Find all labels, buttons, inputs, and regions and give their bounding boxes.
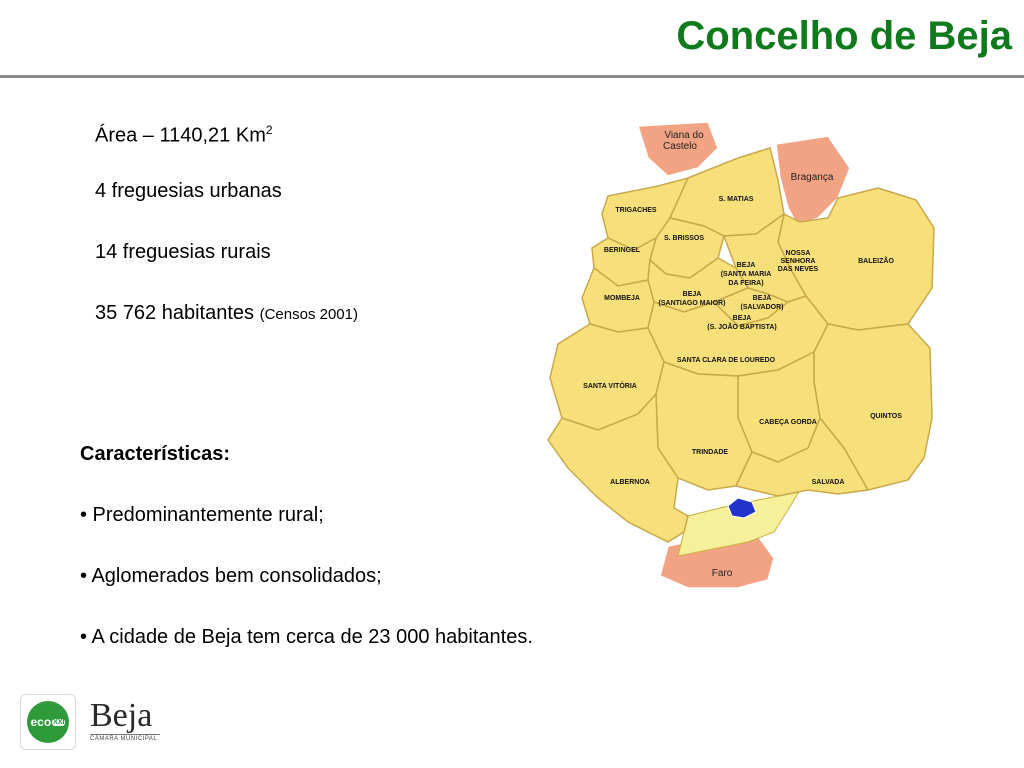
map-label: S. BRISSOS xyxy=(663,235,705,242)
ecoxxi-badge xyxy=(27,701,69,743)
rural-fact: 14 freguesias rurais xyxy=(95,241,271,263)
bullet-item: • Predominantemente rural; xyxy=(80,504,324,526)
population-fact xyxy=(95,301,358,362)
bullet-item: • Aglomerados bem consolidados; xyxy=(80,565,382,587)
area-superscript: 2 xyxy=(265,123,273,137)
population-text: 35 762 habitantes xyxy=(95,302,255,324)
map-label: Bragança xyxy=(790,172,834,183)
urban-fact: 4 freguesias urbanas xyxy=(95,180,282,202)
map-label: Viana do xyxy=(664,130,704,141)
map-label: TRIGACHES xyxy=(615,207,657,214)
map-label: SANTA VITÓRIA xyxy=(583,383,637,390)
map-label: (SANTA MARIA xyxy=(720,271,772,278)
ecoxxi-logo xyxy=(20,694,76,750)
map-label: (S. JOÃO BAPTISTA) xyxy=(707,324,777,331)
beja-wordmark: Beja xyxy=(90,697,153,734)
facts-list xyxy=(95,118,358,362)
area-fact xyxy=(95,118,358,179)
title-divider xyxy=(0,75,1024,78)
parish-map xyxy=(538,118,940,594)
map-label: (SANTIAGO MAIOR) xyxy=(658,300,726,307)
map-label: SANTA CLARA DE LOUREDO xyxy=(676,357,776,364)
beja-municipality-logo xyxy=(90,698,160,742)
eco-text: eco xyxy=(30,715,52,729)
bullet-item: • A cidade de Beja tem cerca de 23 000 habitantes. xyxy=(80,626,533,648)
census-note: (Censos 2001) xyxy=(259,306,358,323)
characteristics-heading: Características: xyxy=(80,443,231,465)
beja-subtitle: CÂMARA MUNICIPAL xyxy=(90,734,160,742)
map-label: BEJA xyxy=(752,295,772,302)
xxi-text: XXI xyxy=(53,718,65,726)
map-label: QUINTOS xyxy=(870,413,902,420)
characteristics-section xyxy=(80,442,533,686)
map-label: S. MATIAS xyxy=(718,196,754,203)
map-label: (SALVADOR) xyxy=(740,304,784,311)
map-label: SENHORA xyxy=(780,258,816,265)
page-title: Concelho de Beja xyxy=(676,14,1012,58)
map-label: NOSSA xyxy=(785,250,811,257)
area-text: Área – 1140,21 Km xyxy=(95,124,266,147)
map-label: BEJA xyxy=(732,315,752,322)
map-label: Faro xyxy=(711,568,733,579)
map-label: CABEÇA GORDA xyxy=(759,419,817,426)
map-label: ALBERNOA xyxy=(610,479,650,486)
map-label: BEJA xyxy=(682,291,702,298)
map-label: Castelo xyxy=(663,141,697,152)
map-label: BEJA xyxy=(736,262,756,269)
map-label: DAS NEVES xyxy=(777,266,819,273)
footer-logos xyxy=(20,694,180,754)
map-label: BERINGEL xyxy=(603,247,641,254)
map-label: SALVADA xyxy=(811,479,845,486)
map-label: DA FEIRA) xyxy=(728,280,764,287)
map-label: MOMBEJA xyxy=(604,295,640,302)
map-label: BALEIZÃO xyxy=(858,258,894,265)
map-label: TRINDADE xyxy=(691,449,729,456)
